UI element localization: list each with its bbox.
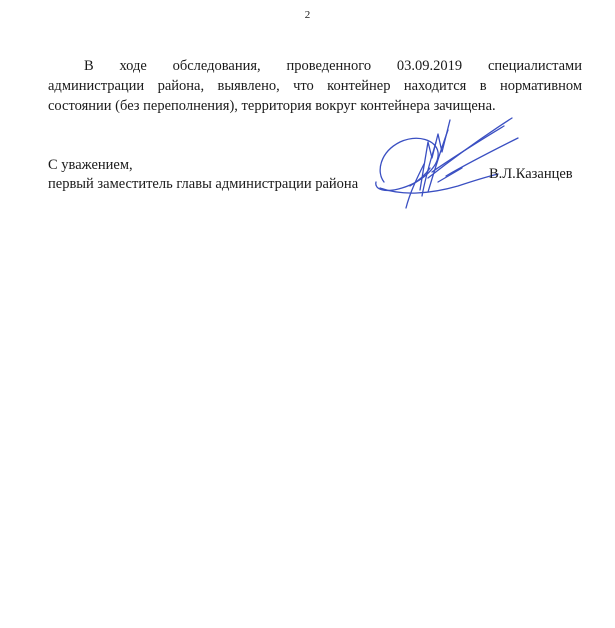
signer-position: первый заместитель главы администрации района: [48, 176, 359, 192]
signer-name: В.Л.Казанцев: [489, 166, 573, 182]
closing-greeting: С уважением,: [48, 157, 133, 173]
paragraph-line-2: администрации района, выявлено, что контейнер находится в нормативном: [48, 78, 582, 94]
paragraph-line-3: состоянии (без переполнения), территория вокруг контейнера зачищена.: [48, 98, 496, 114]
page-number: 2: [304, 9, 311, 21]
body-paragraph: [48, 56, 582, 116]
closing-block: [48, 156, 358, 194]
paragraph-line-1: В ходе обследования, проведенного 03.09.2019 специалистами: [84, 58, 582, 74]
